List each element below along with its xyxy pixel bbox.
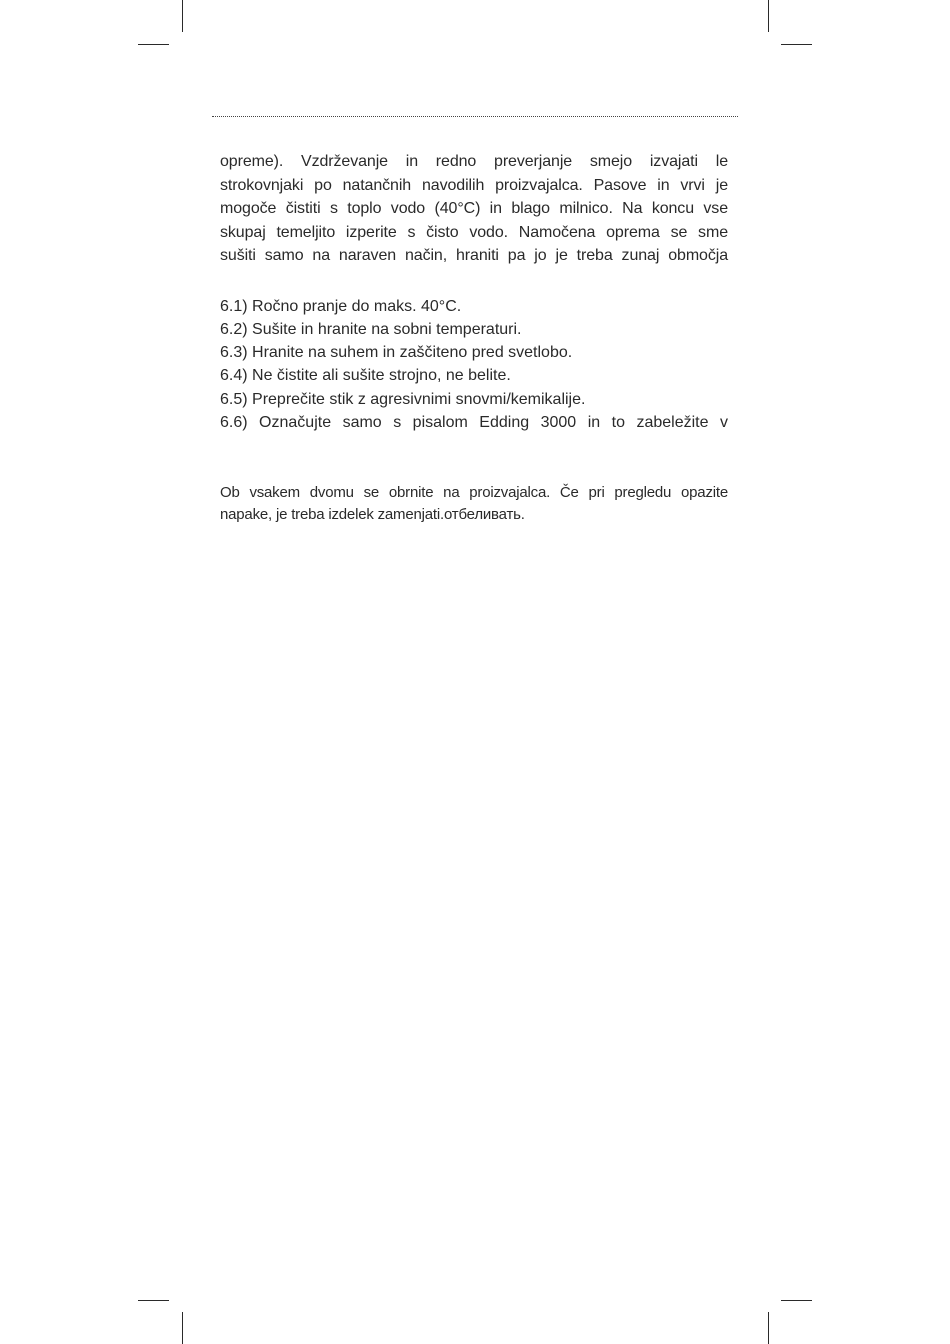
crop-mark-bottom-left-horizontal [138,1300,169,1301]
crop-mark-top-left-horizontal [138,44,169,45]
manufacturer-note [220,482,728,526]
maintenance-paragraph [220,150,728,268]
care-item: 6.6) Označujte samo s pisalom Edding 3000 in to zabeležite v [220,413,728,431]
note-line: napake, je treba izdelek zamenjati.отбеливать. [220,506,525,524]
care-item: 6.2) Sušite in hranite na sobni temperaturi. [220,320,522,338]
crop-mark-top-right-vertical [768,0,769,32]
crop-mark-bottom-right-vertical [768,1312,769,1344]
paragraph-line: mogoče čistiti s toplo vodo (40°C) in blago milnico. Na koncu vse [220,200,728,217]
paragraph-line: sušiti samo na naraven način, hraniti pa jo je treba zunaj območja [220,247,728,264]
care-item: 6.4) Ne čistite ali sušite strojno, ne belite. [220,367,511,385]
crop-mark-top-right-horizontal [781,44,812,45]
care-item: 6.1) Ročno pranje do maks. 40°C. [220,297,462,315]
care-item: 6.5) Preprečite stik z agresivnimi snovmi/kemikalije. [220,390,586,408]
crop-mark-top-left-vertical [182,0,183,32]
paragraph-line: skupaj temeljito izperite s čisto vodo. Namočena oprema se sme [220,223,728,241]
page-content [220,150,728,526]
paragraph-line: strokovnjaki po natančnih navodilih proizvajalca. Pasove in vrvi je [220,176,728,194]
care-instructions-list [220,295,728,435]
note-line: Ob vsakem dvomu se obrnite na proizvajalca. Če pri pregledu opazite [220,484,728,502]
care-item: 6.3) Hranite na suhem in zaščiteno pred svetlobo. [220,344,573,362]
dotted-header-rule [212,116,738,117]
crop-mark-bottom-left-vertical [182,1312,183,1344]
paragraph-line: opreme). Vzdrževanje in redno preverjanje smejo izvajati le [220,153,728,170]
crop-mark-bottom-right-horizontal [781,1300,812,1301]
